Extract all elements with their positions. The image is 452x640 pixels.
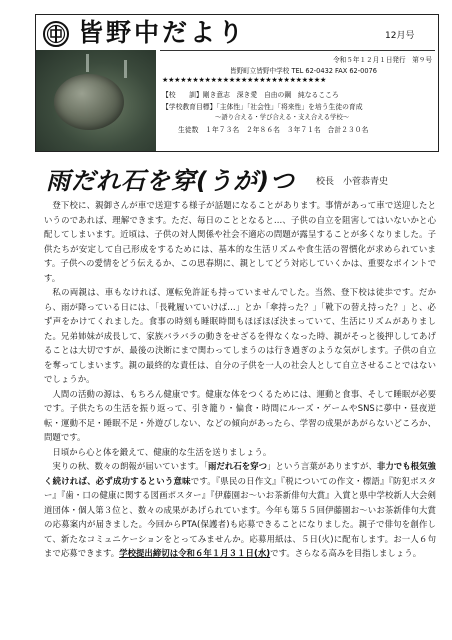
- education-subgoal: ～語り合える・学び合える・支え合える学校～: [215, 113, 350, 121]
- masthead-title: 皆野中だより: [78, 18, 247, 47]
- text-run: 実りの秋、数々の朗報が届いています。「: [52, 461, 208, 471]
- issue-date: 令和５年１２月１日発行 第９号: [333, 56, 432, 64]
- article-author: 校長 小菅恭青史: [316, 177, 389, 187]
- article-title: 雨だれ石を穿(うが)つ: [46, 167, 295, 195]
- water-drip: [86, 54, 89, 72]
- masthead-photo: [36, 50, 156, 151]
- school-emblem-icon: [43, 21, 69, 47]
- student-count: 生徒数 １年７３名 ２年８６名 ３年７１名 合計２３０名: [178, 126, 369, 134]
- emphasis-meaning: 非力でも根気強く続ければ、必ず成功するという意味: [44, 461, 436, 486]
- paragraph: 人間の活動の源は、もちろん健康です。健康な体をつくるためには、運動と食事、そして睡眠が必要です。子供たちの生活を振り返って、引き籠り・偏食・時間にルーズ・ゲームやSNSに夢中・昼夜逆転・運動不足・睡眠不足・外遊びしない、などの傾向があったら、学習の成果があがらないどころか、問題です。: [44, 388, 436, 442]
- education-goal: 【学校教育目標】「主体性」「社会性」「将来性」を培う生徒の育成: [162, 103, 363, 111]
- school-motto: 【校 訓】剛き意志 深き愛 自由の鋼 純なるこころ: [162, 91, 339, 99]
- article-body: [44, 198, 436, 561]
- deadline-notice: 学校提出締切は令和６年１月３１日(水): [119, 548, 271, 558]
- paragraph: 日頃から心と体を鍛えて、健康的な生活を送りましょう。: [52, 446, 272, 457]
- paragraph: 登下校に、親御さんが車で送迎する様子が話題になることがあります。事情があって車で送迎したというのであれば、理解できます。ただ、毎日のこととなると…、子供の自立を阻害してはいないかと心配してしまいます。近頃は、子供の対人関係や社会不適応の問題が露呈することが多くなりました。子供たちが安定して自己形成をするためには、基本的な生活リズムや食生活の習慣化が求められています。子供への愛情をどう伝えるか、この思春期に、親としてどう対応していくかは、重要なポイントです。: [44, 200, 436, 283]
- water-drip: [124, 60, 127, 78]
- masthead-month: 12月号: [385, 31, 415, 41]
- paragraph: [44, 459, 436, 561]
- school-address: 皆野町立皆野中学校 TEL 62-0432 FAX 62-0076: [230, 67, 377, 75]
- text-run: 」という言葉がありますが、: [267, 461, 377, 471]
- text-run: です。『県民の日作文』『税についての作文・標語』『防犯ポスター』『歯・口の健康に関する図画ポスター』『伊藤園お～いお茶新俳句大賞』入賞と県中学校新人大会剣道団体・個人第３位と、数々の成果があげられています。今年も第５５回伊藤園お～いお茶新俳句大賞の応募案内が届きました。今回からPTA(保護者)も応募できることになりました。親子で俳句を創作して、新たなコミュニケーションをとってみませんか。応募用紙は、５日(火)に配布します。お一人６句まで応募できます。: [44, 475, 436, 558]
- emphasis-proverb: 雨だれ石を穿つ: [207, 461, 268, 471]
- paragraph: 私の両親は、車もなければ、運転免許証も持っていませんでした。当然、登下校は徒歩です。だから、雨が降っている日には、「長靴履いていけば…」とか「傘持った？」「靴下の替え持った？」と、必ず声をかけてくれました。食事の時刻も睡眠時間もほぼほぼ決まっていて、生活にリズムがありました。兄弟姉妹が成長して、家族バラバラの動きをせざるを得なくなった時、親がそっと後押ししてあげることは大切ですが、最後の決断にまで関わってしまうのは行き過ぎのような気がします。子供の自立を奪ってしまいます。親の最終的な責任は、自分の子供を一人の社会人として自立させることではないでしょうか。: [44, 287, 436, 384]
- rock-image: [54, 74, 124, 130]
- text-run: です。さらなる高みを目指しましょう。: [270, 548, 422, 558]
- masthead-rule: [160, 50, 435, 51]
- star-divider: ★★★★★★★★★★★★★★★★★★★★★★★★★★★: [162, 76, 327, 84]
